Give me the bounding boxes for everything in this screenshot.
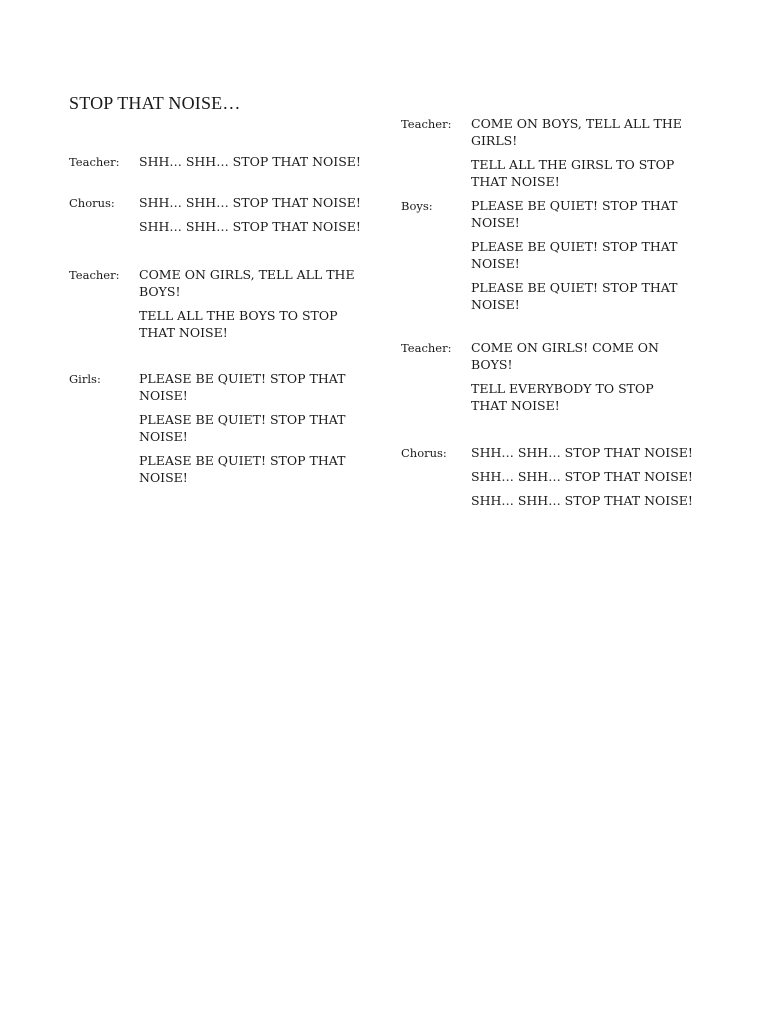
dialogue-block — [69, 153, 369, 177]
dialogue-line: PLEASE BE QUIET! STOP THAT NOISE! — [139, 453, 346, 485]
dialogue-line: SHH… SHH… STOP THAT NOISE! — [139, 195, 361, 210]
dialogue-block — [401, 115, 701, 197]
dialogue-line: PLEASE BE QUIET! STOP THAT NOISE! — [139, 412, 346, 444]
speaker-label: Chorus: — [69, 196, 115, 210]
dialogue-line: TELL EVERYBODY TO STOP THAT NOISE! — [471, 381, 654, 413]
dialogue-block — [69, 266, 369, 348]
dialogue-line: COME ON GIRLS! COME ON BOYS! — [471, 340, 659, 372]
dialogue-line: SHH… SHH… STOP THAT NOISE! — [139, 219, 361, 234]
speaker-label: Boys: — [401, 199, 433, 213]
dialogue-block — [401, 444, 701, 516]
speaker-label: Teacher: — [401, 341, 452, 355]
dialogue-line: COME ON GIRLS, TELL ALL THE BOYS! — [139, 267, 355, 299]
dialogue-block — [69, 194, 369, 242]
speaker-label: Teacher: — [69, 268, 120, 282]
dialogue-line: PLEASE BE QUIET! STOP THAT NOISE! — [471, 280, 678, 312]
dialogue-line: SHH… SHH… STOP THAT NOISE! — [471, 445, 693, 460]
speaker-label: Chorus: — [401, 446, 447, 460]
dialogue-line: TELL ALL THE BOYS TO STOP THAT NOISE! — [139, 308, 338, 340]
speaker-label: Girls: — [69, 372, 101, 386]
right-column — [401, 115, 701, 538]
dialogue-block — [401, 339, 701, 421]
dialogue-line: TELL ALL THE GIRSL TO STOP THAT NOISE! — [471, 157, 675, 189]
dialogue-line: PLEASE BE QUIET! STOP THAT NOISE! — [471, 239, 678, 271]
page-title: STOP THAT NOISE… — [69, 93, 241, 113]
dialogue-line: PLEASE BE QUIET! STOP THAT NOISE! — [139, 371, 346, 403]
dialogue-block — [401, 197, 701, 320]
dialogue-line: COME ON BOYS, TELL ALL THE GIRLS! — [471, 116, 682, 148]
dialogue-line: PLEASE BE QUIET! STOP THAT NOISE! — [471, 198, 678, 230]
speaker-label: Teacher: — [401, 117, 452, 131]
dialogue-line: SHH… SHH… STOP THAT NOISE! — [471, 469, 693, 484]
dialogue-line: SHH… SHH… STOP THAT NOISE! — [471, 493, 693, 508]
left-column — [69, 153, 369, 515]
speaker-label: Teacher: — [69, 155, 120, 169]
dialogue-line: SHH… SHH… STOP THAT NOISE! — [139, 154, 361, 169]
dialogue-block — [69, 370, 369, 493]
